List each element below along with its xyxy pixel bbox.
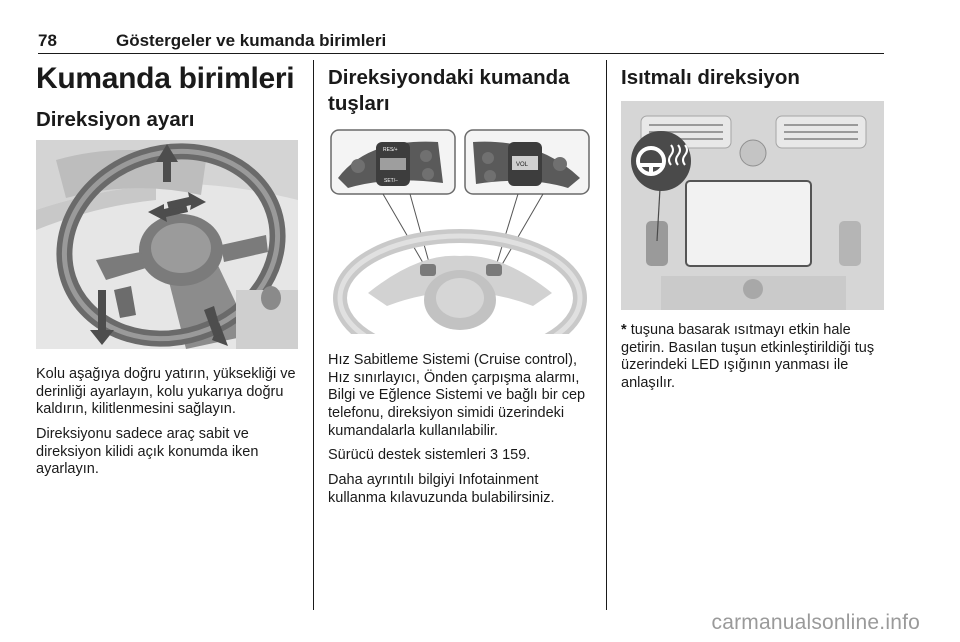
page-number: 78 <box>38 31 57 50</box>
col3-paragraph <box>621 322 887 393</box>
heated-steering-figure <box>621 101 884 310</box>
res-label: RES/+ <box>383 147 398 153</box>
column-divider-1 <box>313 60 314 610</box>
xref-suffix: . <box>526 447 531 464</box>
section-title-line-1: Direksiyondaki kumanda <box>328 66 570 89</box>
col1-paragraph-2: Direksiyonu sadece araç sabit ve direksiyon kilidi açık konumda iken ayarlayın. <box>36 426 259 478</box>
section-title-heated-steering: Isıtmalı direksiyon <box>621 66 800 89</box>
steering-adjust-figure <box>36 140 298 349</box>
col2-body <box>328 352 596 515</box>
header-rule <box>38 53 884 54</box>
column-divider-2 <box>606 60 607 610</box>
col2-paragraph-2: Daha ayrıntılı bilgiyi Infotainment kullanma kılavuzunda bulabilirsiniz. <box>328 472 555 506</box>
col3-body <box>621 322 887 400</box>
col2-paragraph-1: Hız Sabitleme Sistemi (Cruise control), Hız sınırlayıcı, Önden çarpışma alarmı, Bilgi ve Eğlence Sistemi ve bağlı bir cep telefonu, direksiyon simidi üzerindeki kumandalarla kullanılabilir. <box>328 352 586 439</box>
heated-steering-symbol-icon: * <box>621 322 627 338</box>
set-label: SET/− <box>384 178 399 184</box>
steering-controls-figure <box>328 128 592 334</box>
section-title-line-2: tuşları <box>328 92 390 116</box>
xref-page: 159 <box>502 447 527 464</box>
col2-cross-reference <box>328 447 596 465</box>
vol-label: VOL <box>516 162 529 168</box>
section-title-steering-controls <box>328 65 598 117</box>
col3-paragraph-text: tuşuna basarak ısıtmayı etkin hale getirin. Basılan tuşun etkinleştirildiği tuş üzerindeki LED ışığının yanması ile anlaşılır. <box>621 322 875 392</box>
col1-paragraph-1: Kolu aşağıya doğru yatırın, yüksekliği ve derinliği ayarlayın, kolu yukarıya doğru kaldırın, kilitlenmesini sağlayın. <box>36 366 296 418</box>
watermark: carmanualsonline.info <box>711 611 920 634</box>
xref-arrow-glyph: 3 <box>489 447 499 464</box>
section-title-steering-adjust: Direksiyon ayarı <box>36 108 195 131</box>
xref-text: Sürücü destek sistemleri <box>328 447 486 464</box>
col1-body <box>36 366 302 486</box>
chapter-title: Kumanda birimleri <box>36 62 295 95</box>
running-header-title: Göstergeler ve kumanda birimleri <box>116 31 387 50</box>
